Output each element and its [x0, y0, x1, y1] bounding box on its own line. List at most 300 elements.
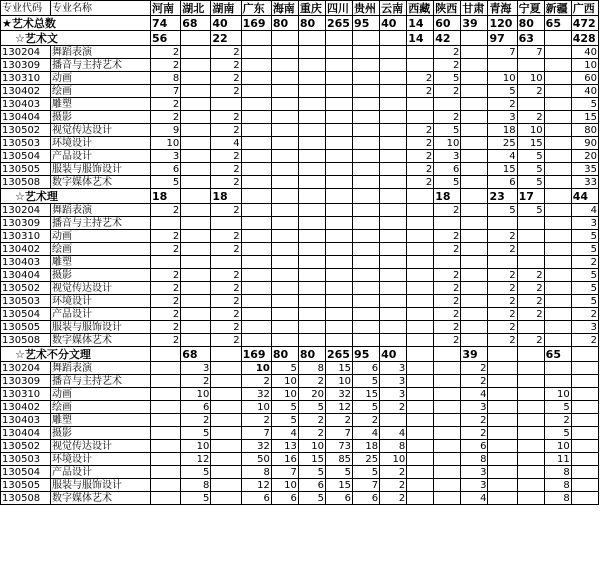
cell-value: [325, 72, 352, 85]
cell-value: 2: [488, 321, 517, 334]
cell-value: 2: [241, 414, 271, 427]
cell-value: [571, 466, 598, 479]
cell-value: [544, 269, 571, 282]
cell-value: 2: [434, 308, 461, 321]
major-name: 动画: [51, 388, 151, 401]
major-code: 130404: [1, 269, 51, 282]
cell-value: [298, 72, 325, 85]
section-total: [544, 31, 571, 46]
cell-value: [211, 388, 241, 401]
cell-value: [181, 150, 211, 163]
province-header: 海南: [271, 1, 298, 16]
cell-value: [271, 176, 298, 189]
table-row: [1, 204, 599, 217]
section-total: [488, 347, 517, 362]
cell-value: [151, 362, 181, 375]
cell-value: 15: [517, 137, 544, 150]
cell-value: [544, 282, 571, 295]
major-code: 130508: [1, 176, 51, 189]
cell-value: [544, 204, 571, 217]
cell-value: [298, 46, 325, 59]
cell-value: [380, 256, 407, 269]
cell-value: [211, 427, 241, 440]
cell-value: [407, 59, 434, 72]
cell-value: 6: [325, 492, 352, 505]
cell-value: 5: [571, 98, 598, 111]
table-row: [1, 243, 599, 256]
total-value: 14: [407, 16, 434, 31]
table-row: [1, 440, 599, 453]
cell-value: [241, 295, 271, 308]
cell-value: [544, 295, 571, 308]
cell-value: 6: [353, 362, 380, 375]
cell-value: [380, 204, 407, 217]
section-total: 265: [325, 347, 352, 362]
cell-value: 32: [241, 440, 271, 453]
cell-value: [407, 334, 434, 347]
province-header: 宁夏: [517, 1, 544, 16]
cell-value: [181, 269, 211, 282]
total-value: 95: [353, 16, 380, 31]
table-row: [1, 124, 599, 137]
section-header: [1, 31, 599, 46]
section-total: [353, 189, 380, 204]
cell-value: [298, 85, 325, 98]
cell-value: [271, 46, 298, 59]
cell-value: [325, 321, 352, 334]
total-value: 169: [241, 16, 271, 31]
cell-value: [181, 308, 211, 321]
cell-value: [151, 453, 181, 466]
cell-value: [241, 163, 271, 176]
cell-value: 4: [571, 204, 598, 217]
major-code: 130204: [1, 204, 51, 217]
table-row: [1, 466, 599, 479]
cell-value: 7: [151, 85, 181, 98]
cell-value: 60: [571, 72, 598, 85]
cell-value: [517, 217, 544, 230]
cell-value: [271, 230, 298, 243]
table-row: [1, 269, 599, 282]
cell-value: 2: [461, 414, 488, 427]
cell-value: 2: [571, 256, 598, 269]
cell-value: [241, 46, 271, 59]
section-total: [211, 347, 241, 362]
major-code: 130505: [1, 321, 51, 334]
cell-value: [434, 479, 461, 492]
table-row: [1, 362, 599, 375]
cell-value: [211, 256, 241, 269]
table-row: [1, 388, 599, 401]
section-total: [517, 347, 544, 362]
cell-value: [407, 282, 434, 295]
cell-value: 2: [380, 492, 407, 505]
cell-value: [271, 59, 298, 72]
cell-value: [298, 204, 325, 217]
cell-value: 2: [434, 230, 461, 243]
cell-value: [407, 308, 434, 321]
cell-value: 10: [434, 137, 461, 150]
major-code: 130402: [1, 85, 51, 98]
cell-value: [181, 334, 211, 347]
table-row: [1, 176, 599, 189]
cell-value: 5: [298, 492, 325, 505]
cell-value: [461, 176, 488, 189]
major-name: 环境设计: [51, 453, 151, 466]
section-total: 39: [461, 347, 488, 362]
cell-value: 2: [211, 269, 241, 282]
cell-value: 2: [181, 414, 211, 427]
cell-value: [325, 163, 352, 176]
cell-value: 32: [325, 388, 352, 401]
cell-value: 2: [151, 269, 181, 282]
cell-value: 2: [211, 163, 241, 176]
cell-value: 5: [353, 401, 380, 414]
cell-value: [325, 282, 352, 295]
cell-value: 2: [407, 176, 434, 189]
cell-value: [241, 59, 271, 72]
cell-value: [298, 150, 325, 163]
cell-value: 8: [181, 479, 211, 492]
cell-value: [407, 479, 434, 492]
cell-value: 6: [151, 163, 181, 176]
cell-value: 6: [298, 479, 325, 492]
total-value: 80: [517, 16, 544, 31]
cell-value: 7: [271, 466, 298, 479]
major-name: 视觉传达设计: [51, 440, 151, 453]
cell-value: 2: [151, 282, 181, 295]
cell-value: 33: [571, 176, 598, 189]
major-code: 130309: [1, 375, 51, 388]
cell-value: [298, 334, 325, 347]
cell-value: 7: [353, 479, 380, 492]
cell-value: 2: [434, 321, 461, 334]
cell-value: [380, 334, 407, 347]
cell-value: [241, 256, 271, 269]
cell-value: 2: [488, 98, 517, 111]
province-header: 青海: [488, 1, 517, 16]
cell-value: 2: [211, 85, 241, 98]
cell-value: [461, 321, 488, 334]
cell-value: 20: [298, 388, 325, 401]
cell-value: 5: [544, 427, 571, 440]
cell-value: [211, 401, 241, 414]
cell-value: [407, 111, 434, 124]
cell-value: 40: [571, 85, 598, 98]
cell-value: 5: [353, 375, 380, 388]
cell-value: 80: [571, 124, 598, 137]
cell-value: 2: [380, 466, 407, 479]
major-name: 摄影: [51, 111, 151, 124]
table-row: [1, 479, 599, 492]
total-value: 80: [271, 16, 298, 31]
section-total: 63: [517, 31, 544, 46]
cell-value: 5: [488, 204, 517, 217]
cell-value: [407, 492, 434, 505]
cell-value: 8: [241, 466, 271, 479]
cell-value: [517, 256, 544, 269]
cell-value: 5: [271, 401, 298, 414]
cell-value: 5: [434, 72, 461, 85]
cell-value: 2: [211, 204, 241, 217]
cell-value: [517, 414, 544, 427]
cell-value: 2: [434, 282, 461, 295]
major-code: 130404: [1, 427, 51, 440]
cell-value: [380, 98, 407, 111]
section-total: [181, 31, 211, 46]
cell-value: 5: [571, 243, 598, 256]
cell-value: 8: [298, 362, 325, 375]
cell-value: [571, 492, 598, 505]
major-code: 130508: [1, 334, 51, 347]
cell-value: [517, 401, 544, 414]
cell-value: 3: [488, 111, 517, 124]
cell-value: [353, 308, 380, 321]
table-row: [1, 85, 599, 98]
cell-value: [181, 295, 211, 308]
cell-value: [380, 217, 407, 230]
cell-value: 3: [151, 150, 181, 163]
cell-value: [571, 440, 598, 453]
cell-value: [353, 46, 380, 59]
cell-value: 5: [434, 176, 461, 189]
cell-value: 2: [325, 414, 352, 427]
cell-value: 3: [461, 479, 488, 492]
cell-value: 4: [380, 427, 407, 440]
cell-value: 2: [488, 243, 517, 256]
cell-value: [571, 401, 598, 414]
cell-value: 3: [461, 466, 488, 479]
cell-value: 13: [271, 440, 298, 453]
section-total: [151, 347, 181, 362]
cell-value: 2: [151, 295, 181, 308]
cell-value: 15: [298, 453, 325, 466]
province-header: 陕西: [434, 1, 461, 16]
cell-value: [181, 243, 211, 256]
cell-value: [181, 163, 211, 176]
cell-value: [461, 204, 488, 217]
cell-value: [181, 230, 211, 243]
cell-value: [434, 492, 461, 505]
cell-value: 10: [517, 124, 544, 137]
cell-value: 2: [151, 308, 181, 321]
cell-value: [461, 124, 488, 137]
cell-value: [298, 59, 325, 72]
cell-value: [298, 176, 325, 189]
cell-value: 2: [151, 243, 181, 256]
cell-value: 6: [271, 492, 298, 505]
cell-value: [380, 46, 407, 59]
major-name: 视觉传达设计: [51, 124, 151, 137]
province-header: 湖南: [211, 1, 241, 16]
section-total: 80: [298, 347, 325, 362]
cell-value: [517, 427, 544, 440]
major-name: 数字媒体艺术: [51, 176, 151, 189]
cell-value: [271, 72, 298, 85]
cell-value: [544, 256, 571, 269]
cell-value: 2: [211, 59, 241, 72]
major-name: 雕塑: [51, 256, 151, 269]
cell-value: [461, 163, 488, 176]
cell-value: 10: [151, 137, 181, 150]
cell-value: [380, 295, 407, 308]
section-total: [407, 347, 434, 362]
cell-value: 2: [407, 163, 434, 176]
section-total: 18: [434, 189, 461, 204]
cell-value: 5: [271, 362, 298, 375]
cell-value: [271, 98, 298, 111]
cell-value: 3: [571, 217, 598, 230]
cell-value: [325, 46, 352, 59]
cell-value: [434, 375, 461, 388]
cell-value: 3: [380, 362, 407, 375]
table-row: [1, 217, 599, 230]
cell-value: [298, 111, 325, 124]
cell-value: 32: [241, 388, 271, 401]
cell-value: [298, 124, 325, 137]
section-total: [241, 31, 271, 46]
table-row: [1, 334, 599, 347]
cell-value: [325, 124, 352, 137]
cell-value: 5: [181, 466, 211, 479]
cell-value: [407, 440, 434, 453]
cell-value: 7: [241, 427, 271, 440]
major-name: 播音与主持艺术: [51, 59, 151, 72]
cell-value: [271, 334, 298, 347]
major-name: 绘画: [51, 85, 151, 98]
cell-value: [380, 282, 407, 295]
cell-value: [544, 124, 571, 137]
cell-value: 5: [298, 466, 325, 479]
cell-value: 6: [434, 163, 461, 176]
cell-value: [461, 59, 488, 72]
cell-value: [325, 256, 352, 269]
cell-value: 3: [461, 401, 488, 414]
cell-value: [488, 217, 517, 230]
cell-value: [380, 321, 407, 334]
cell-value: [325, 137, 352, 150]
cell-value: 2: [488, 230, 517, 243]
cell-value: [241, 243, 271, 256]
cell-value: [571, 414, 598, 427]
total-value: 40: [380, 16, 407, 31]
cell-value: 2: [211, 230, 241, 243]
cell-value: [380, 150, 407, 163]
cell-value: [434, 362, 461, 375]
cell-value: 15: [571, 111, 598, 124]
cell-value: [434, 453, 461, 466]
cell-value: [241, 269, 271, 282]
cell-value: 4: [211, 137, 241, 150]
cell-value: 2: [151, 59, 181, 72]
major-name: 环境设计: [51, 295, 151, 308]
cell-value: 16: [271, 453, 298, 466]
cell-value: 2: [298, 375, 325, 388]
cell-value: 12: [325, 401, 352, 414]
cell-value: 2: [407, 137, 434, 150]
cell-value: [211, 362, 241, 375]
cell-value: 35: [571, 163, 598, 176]
cell-value: 5: [517, 150, 544, 163]
cell-value: 2: [517, 308, 544, 321]
cell-value: [434, 414, 461, 427]
cell-value: [151, 427, 181, 440]
section-total: [298, 31, 325, 46]
major-name: 服装与服饰设计: [51, 479, 151, 492]
cell-value: [544, 375, 571, 388]
cell-value: [241, 334, 271, 347]
cell-value: 3: [380, 375, 407, 388]
major-name: 摄影: [51, 427, 151, 440]
cell-value: [325, 176, 352, 189]
cell-value: 2: [211, 124, 241, 137]
cell-value: [271, 204, 298, 217]
major-name: 产品设计: [51, 466, 151, 479]
cell-value: 2: [380, 401, 407, 414]
cell-value: 2: [461, 362, 488, 375]
cell-value: [434, 217, 461, 230]
cell-value: [434, 98, 461, 111]
cell-value: [181, 72, 211, 85]
cell-value: [517, 243, 544, 256]
province-header: 西藏: [407, 1, 434, 16]
cell-value: [517, 230, 544, 243]
cell-value: 10: [544, 440, 571, 453]
province-header: 河南: [151, 1, 181, 16]
cell-value: [461, 243, 488, 256]
major-code: 130403: [1, 256, 51, 269]
cell-value: 7: [488, 46, 517, 59]
major-code: 130503: [1, 137, 51, 150]
cell-value: 2: [434, 111, 461, 124]
section-total: [271, 189, 298, 204]
cell-value: 2: [434, 269, 461, 282]
cell-value: 2: [544, 414, 571, 427]
cell-value: 2: [434, 334, 461, 347]
cell-value: 6: [353, 492, 380, 505]
major-name: 雕塑: [51, 414, 151, 427]
cell-value: 5: [571, 295, 598, 308]
section-total: [461, 189, 488, 204]
major-code: 130503: [1, 453, 51, 466]
cell-value: [517, 453, 544, 466]
total-label: ★艺术总数: [1, 16, 151, 31]
cell-value: [325, 243, 352, 256]
table-row: [1, 59, 599, 72]
cell-value: 2: [407, 85, 434, 98]
cell-value: [181, 85, 211, 98]
section-total: 23: [488, 189, 517, 204]
cell-value: [488, 466, 517, 479]
cell-value: [380, 269, 407, 282]
cell-value: 2: [151, 321, 181, 334]
cell-value: [517, 362, 544, 375]
cell-value: [407, 427, 434, 440]
section-total: [434, 347, 461, 362]
cell-value: [571, 362, 598, 375]
cell-value: [271, 282, 298, 295]
total-value: 60: [434, 16, 461, 31]
cell-value: [325, 230, 352, 243]
cell-value: [407, 217, 434, 230]
cell-value: 10: [380, 453, 407, 466]
cell-value: [241, 176, 271, 189]
total-value: 39: [461, 16, 488, 31]
section-total: [380, 31, 407, 46]
cell-value: [488, 256, 517, 269]
cell-value: [241, 308, 271, 321]
cell-value: [241, 124, 271, 137]
